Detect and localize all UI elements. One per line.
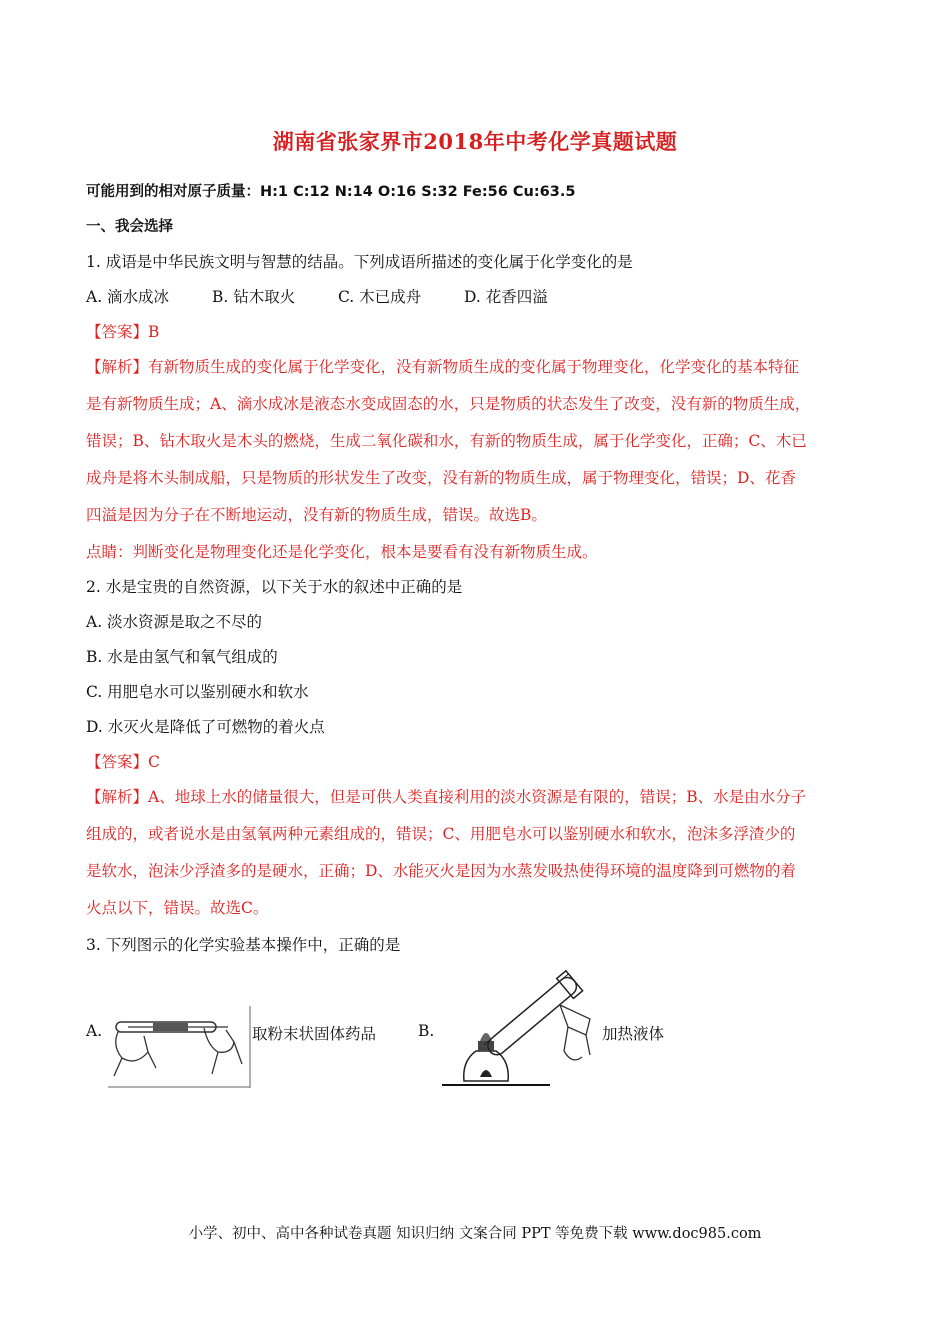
q2-option-b: B. 水是由氢气和氧气组成的 <box>86 648 278 666</box>
q3-option-a-caption: 取粉末状固体药品 <box>252 1025 377 1043</box>
page-footer: 小学、初中、高中各种试卷真题 知识归纳 文案合同 PPT 等免费下载 www.doc985.com <box>188 1226 762 1242</box>
q2-analysis-line: 【解析】A、地球上水的储量很大，但是可供人类直接利用的淡水资源是有限的，错误；B、水是由水分子 <box>86 788 807 806</box>
q3-option-b-label: B. <box>418 1022 435 1040</box>
q1-options <box>86 287 876 307</box>
q2-option-c: C. 用肥皂水可以鉴别硬水和软水 <box>86 683 309 701</box>
q3-option-a-label: A. <box>86 1022 103 1040</box>
q1-analysis-line: 错误；B、钻木取火是木头的燃烧，生成二氧化碳和水，有新的物质生成，属于化学变化，正确；C、木已 <box>86 432 807 450</box>
q2-analysis-line: 组成的，或者说水是由氢氧两种元素组成的，错误；C、用肥皂水可以鉴别硬水和软水，泡沫多浮渣少的 <box>86 825 796 843</box>
q1-option-d: D. 花香四溢 <box>464 288 548 306</box>
q1-option-c: C. 木已成舟 <box>338 288 422 306</box>
q2-analysis-line: 是软水，泡沫少浮渣多的是硬水，正确；D、水能灭火是因为水蒸发吸热使得环境的温度降到可燃物的着 <box>86 862 796 880</box>
q1-tip: 点睛：判断变化是物理变化还是化学变化，根本是要看有没有新物质生成。 <box>86 543 598 561</box>
q1-analysis-line: 【解析】有新物质生成的变化属于化学变化，没有新物质生成的变化属于物理变化，化学变化的基本特征 <box>86 358 800 376</box>
q1-analysis-line: 成舟是将木头制成船，只是物质的形状发生了改变，没有新的物质生成，属于物理变化，错误；D、花香 <box>86 469 796 487</box>
q1-stem: 1. 成语是中华民族文明与智慧的结晶。下列成语所描述的变化属于化学变化的是 <box>86 253 633 271</box>
q2-option-d: D. 水灭火是降低了可燃物的着火点 <box>86 718 325 736</box>
q2-answer: 【答案】C <box>86 753 160 771</box>
q1-analysis-line: 四溢是因为分子在不断地运动，没有新的物质生成，错误。故选B。 <box>86 506 547 524</box>
q1-option-a: A. 滴水成冰 <box>86 288 170 306</box>
q1-option-b: B. 钻木取火 <box>212 288 296 306</box>
q3-option-b-caption: 加热液体 <box>602 1025 665 1043</box>
q1-analysis-line: 是有新物质生成；A、滴水成冰是液态水变成固态的水，只是物质的状态发生了改变，没有新的物质生成， <box>86 395 811 413</box>
atomic-masses: 可能用到的相对原子质量：H:1 C:12 N:14 O:16 S:32 Fe:56 Cu:63.5 <box>86 184 576 200</box>
page-title: 湖南省张家界市2018年中考化学真题试题 <box>272 129 678 154</box>
heating-liquid-illustration <box>440 965 600 1089</box>
q1-answer: 【答案】B <box>86 323 160 341</box>
q2-stem: 2. 水是宝贵的自然资源，以下关于水的叙述中正确的是 <box>86 578 463 596</box>
powder-taking-illustration <box>108 1006 252 1088</box>
q2-analysis-line: 火点以下，错误。故选C。 <box>86 899 269 917</box>
q2-option-a: A. 淡水资源是取之不尽的 <box>86 613 263 631</box>
section-heading: 一、我会选择 <box>86 219 173 235</box>
q3-stem: 3. 下列图示的化学实验基本操作中，正确的是 <box>86 936 401 954</box>
